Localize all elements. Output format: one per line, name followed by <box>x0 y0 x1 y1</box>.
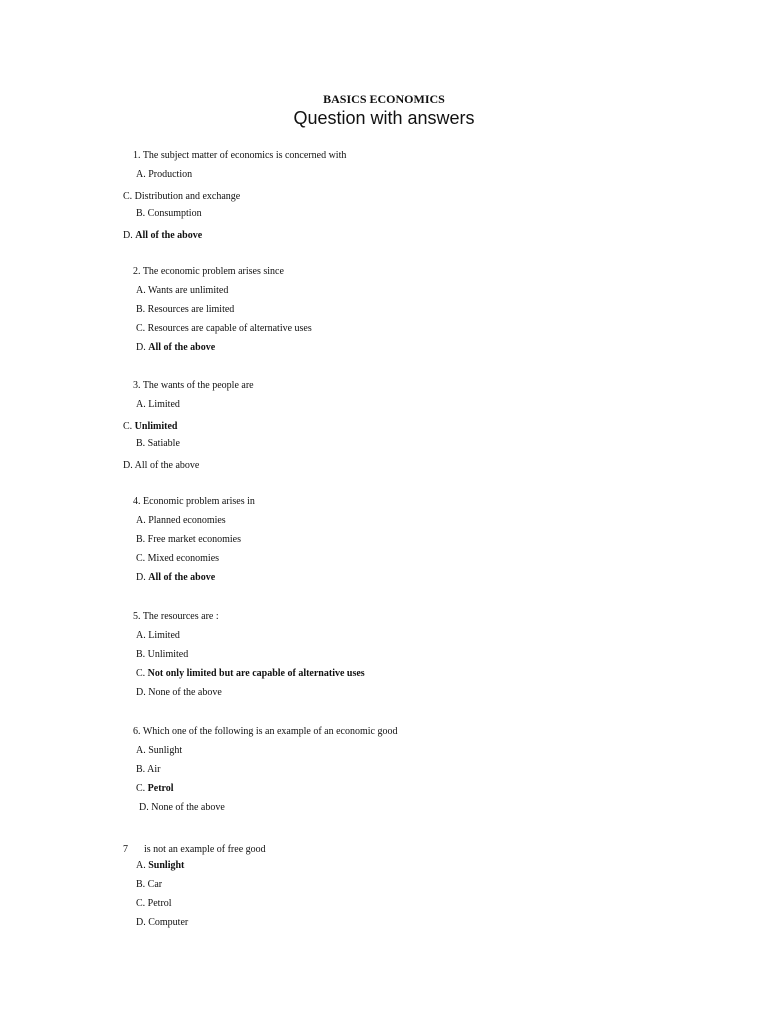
question-4-option-b: B. Free market economies <box>136 534 241 545</box>
question-5-text: 5. The resources are : <box>133 611 219 622</box>
question-5-option-c: C. Not only limited but are capable of alternative uses <box>136 668 365 679</box>
document-subtitle: Question with answers <box>293 108 475 128</box>
question-5-option-b: B. Unlimited <box>136 649 189 660</box>
question-1-text: 1. The subject matter of economics is concerned with <box>133 150 347 161</box>
document-title: BASICS ECONOMICS <box>323 92 445 106</box>
question-7-answer: Sunlight <box>148 860 185 871</box>
question-7-text: is not an example of free good <box>144 844 266 855</box>
question-2-option-b: B. Resources are limited <box>136 304 235 315</box>
question-3-answer: Unlimited <box>134 421 178 432</box>
question-2-answer: All of the above <box>148 342 216 353</box>
question-6-answer: Petrol <box>147 783 174 794</box>
question-5-option-d: D. None of the above <box>136 687 222 698</box>
question-4-option-c: C. Mixed economies <box>136 553 220 564</box>
question-4-option-a: A. Planned economies <box>136 515 226 526</box>
question-3-option-d: D. All of the above <box>123 460 200 471</box>
question-2-option-c: C. Resources are capable of alternative uses <box>136 323 312 334</box>
question-1-option-b: B. Consumption <box>136 208 202 219</box>
question-6-option-c: C. Petrol <box>136 783 174 794</box>
question-4-answer: All of the above <box>148 572 216 583</box>
question-6-option-b: B. Air <box>136 764 161 775</box>
question-5-option-a: A. Limited <box>136 630 180 641</box>
question-3-option-a: A. Limited <box>136 399 180 410</box>
question-3-option-b: B. Satiable <box>136 438 180 449</box>
question-7-option-b: B. Car <box>136 879 163 890</box>
question-2-option-d: D. All of the above <box>136 342 216 353</box>
question-6-text: 6. Which one of the following is an example of an economic good <box>133 726 398 737</box>
question-4-option-d: D. All of the above <box>136 572 216 583</box>
question-3-option-c: C. Unlimited <box>123 421 178 432</box>
question-6-option-d: D. None of the above <box>139 802 225 813</box>
question-7-option-d: D. Computer <box>136 917 189 928</box>
question-4-text: 4. Economic problem arises in <box>133 496 255 507</box>
question-7-option-a: A. Sunlight <box>136 860 185 871</box>
question-1-option-a: A. Production <box>136 169 193 180</box>
question-1-answer: All of the above <box>135 230 203 241</box>
question-1-option-d: D. All of the above <box>123 230 203 241</box>
question-6-option-a: A. Sunlight <box>136 745 183 756</box>
question-5-answer: Not only limited but are capable of alternative uses <box>147 668 365 679</box>
question-2-text: 2. The economic problem arises since <box>133 266 284 277</box>
question-1-option-c: C. Distribution and exchange <box>123 191 241 202</box>
question-7-number: 7 <box>123 844 128 855</box>
question-7-option-c: C. Petrol <box>136 898 172 909</box>
question-2-option-a: A. Wants are unlimited <box>136 285 229 296</box>
question-3-text: 3. The wants of the people are <box>133 380 254 391</box>
